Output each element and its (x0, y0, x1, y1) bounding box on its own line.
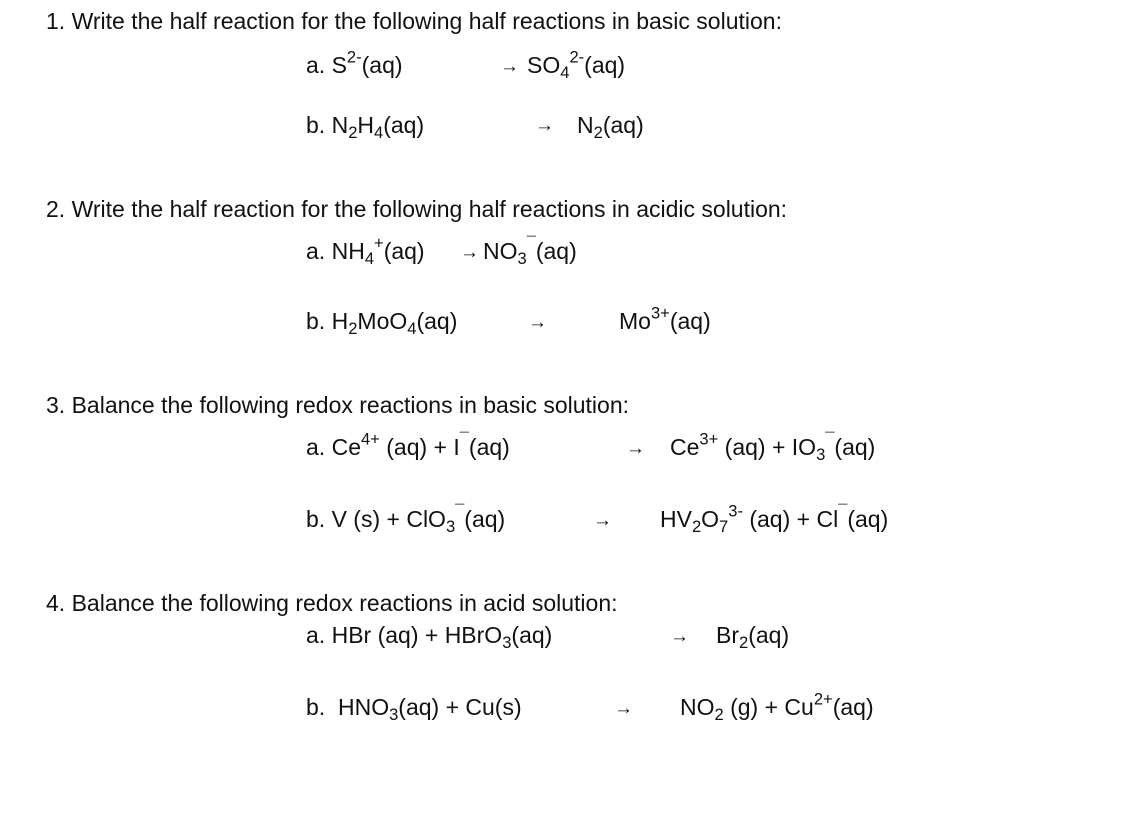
chemical-formula (483, 233, 577, 268)
subscript: 4 (364, 248, 375, 268)
superscript: ¯ (459, 429, 469, 449)
formula-text: (aq) (832, 694, 874, 720)
formula-text: (g) + Cu (723, 694, 814, 720)
q1a-product (527, 47, 626, 82)
formula-text: (aq) (847, 506, 889, 532)
subscript: 3 (389, 704, 399, 724)
chemical-formula (331, 501, 506, 536)
formula-text: (aq) (383, 112, 425, 138)
formula-text: (aq) (416, 308, 458, 334)
subscript: 2 (691, 516, 702, 536)
formula-text: (aq) + Cu(s) (398, 694, 522, 720)
formula-text: SO (527, 52, 561, 78)
chemical-formula (527, 47, 626, 82)
formula-text: (aq) (464, 506, 506, 532)
subscript: 2 (348, 122, 358, 142)
formula-text: NO (483, 238, 518, 264)
superscript: ¯ (838, 501, 848, 521)
subscript: 4 (374, 122, 384, 142)
q1b-reactant: b. $N_2H_4(aq)$ (306, 112, 425, 142)
q3b-product (660, 501, 889, 536)
superscript: 2- (569, 47, 585, 67)
question-4-title: 4. Balance the following redox reactions in acid solution: (46, 590, 618, 616)
question-2-title: 2. Write the half reaction for the following half reactions in acidic solution: (46, 196, 788, 222)
chemical-formula (619, 303, 711, 334)
formula-text: (aq) (669, 308, 711, 334)
formula-text: S (331, 52, 347, 78)
q2a-arrow: → (460, 242, 479, 263)
formula-text: (aq) + I (379, 434, 460, 460)
formula-text: HNO (331, 694, 390, 720)
question-3-title: 3. Balance the following redox reactions in basic solution: (46, 392, 630, 418)
subscript: 3 (816, 444, 826, 464)
superscript: ¯ (825, 429, 835, 449)
subscript: 4 (407, 318, 417, 338)
chemical-formula (331, 233, 438, 268)
formula-text: (aq) (361, 52, 403, 78)
superscript: 4+ (360, 429, 380, 449)
formula-text: V (s) + ClO (331, 506, 446, 532)
formula-text: Br (716, 622, 739, 648)
subscript: 2 (739, 632, 749, 652)
formula-text: (aq) (535, 238, 577, 264)
superscript: ¯ (526, 233, 536, 253)
formula-text: (aq) + IO (718, 434, 817, 460)
chemical-formula (331, 622, 553, 652)
chemical-formula (331, 429, 510, 460)
q3b-arrow: → (593, 510, 612, 531)
formula-text: Ce (331, 434, 361, 460)
q2b-arrow: → (528, 312, 547, 333)
q4b-reactant: b. $HNO_3(aq) + Cu(s)$ (306, 694, 522, 724)
q4b-arrow: → (614, 698, 633, 719)
superscript: 3- (728, 501, 743, 521)
formula-text: (aq) (468, 434, 510, 460)
chemical-formula (660, 501, 889, 536)
superscript: ¯ (455, 501, 465, 521)
q2a-product (483, 233, 577, 268)
formula-text: N (331, 112, 349, 138)
formula-text: NH (331, 238, 365, 264)
formula-text: H (331, 308, 349, 334)
chemical-formula (716, 622, 790, 652)
formula-text: MoO (357, 308, 408, 334)
formula-text: HBr (aq) + HBrO (331, 622, 503, 648)
formula-text: (aq) (748, 622, 790, 648)
formula-text: Mo (619, 308, 651, 334)
q1a-reactant: a. $S^{2-}(aq)$ (306, 47, 403, 78)
q2b-product (619, 303, 711, 335)
formula-text: (aq) (834, 434, 876, 460)
q1b-product (577, 112, 644, 142)
q4a-product (716, 622, 790, 652)
subscript: 4 (560, 62, 570, 82)
subscript: 2 (348, 318, 358, 338)
formula-text: Ce (670, 434, 700, 460)
formula-text: N (577, 112, 594, 138)
question-1-title: 1. Write the half reaction for the following half reactions in basic solution: (46, 8, 782, 34)
formula-text: HV (660, 506, 692, 532)
chemical-formula (577, 112, 644, 142)
formula-text: (aq) (602, 112, 644, 138)
q4b-product (680, 689, 874, 724)
formula-text: (aq) (383, 238, 438, 264)
subscript: 2 (714, 704, 724, 724)
formula-text: (aq) (584, 52, 626, 78)
formula-text: O (701, 506, 720, 532)
formula-text: H (357, 112, 375, 138)
q1b-arrow: → (535, 115, 554, 136)
chemical-formula (331, 308, 458, 338)
superscript: + (374, 233, 384, 253)
formula-text: NO (680, 694, 715, 720)
chemical-formula (680, 689, 874, 724)
q3a-product (670, 429, 876, 464)
subscript: 3 (517, 248, 527, 268)
q3a-arrow: → (626, 438, 645, 459)
superscript: 3+ (650, 303, 670, 323)
q3a-reactant: a. $Ce^{4+}$ (aq) + I¯(aq) (306, 429, 510, 460)
formula-text: (aq) (511, 622, 553, 648)
q2b-reactant: b. $H_2MoO_4(aq)$ (306, 308, 458, 338)
superscript: 2+ (813, 689, 833, 709)
subscript: 3 (445, 516, 456, 536)
q2a-reactant: a. $NH_4^+(aq)$ (306, 233, 438, 268)
chemical-formula (670, 429, 876, 464)
chemical-formula (331, 47, 403, 78)
subscript: 3 (502, 632, 512, 652)
superscript: 2- (346, 47, 362, 67)
chemical-formula (331, 694, 522, 724)
q3b-reactant: b. V (s) + ClO$_3$¯(aq) (306, 501, 506, 536)
q4a-reactant: a. HBr (aq) + HBrO$_3$(aq) (306, 622, 553, 652)
formula-text: (aq) + Cl (742, 506, 839, 532)
q4a-arrow: → (670, 626, 689, 647)
q1a-arrow: → (500, 56, 519, 77)
superscript: 3+ (699, 429, 719, 449)
subscript: 7 (719, 516, 729, 536)
chemical-formula (331, 112, 425, 142)
subscript: 2 (593, 122, 603, 142)
